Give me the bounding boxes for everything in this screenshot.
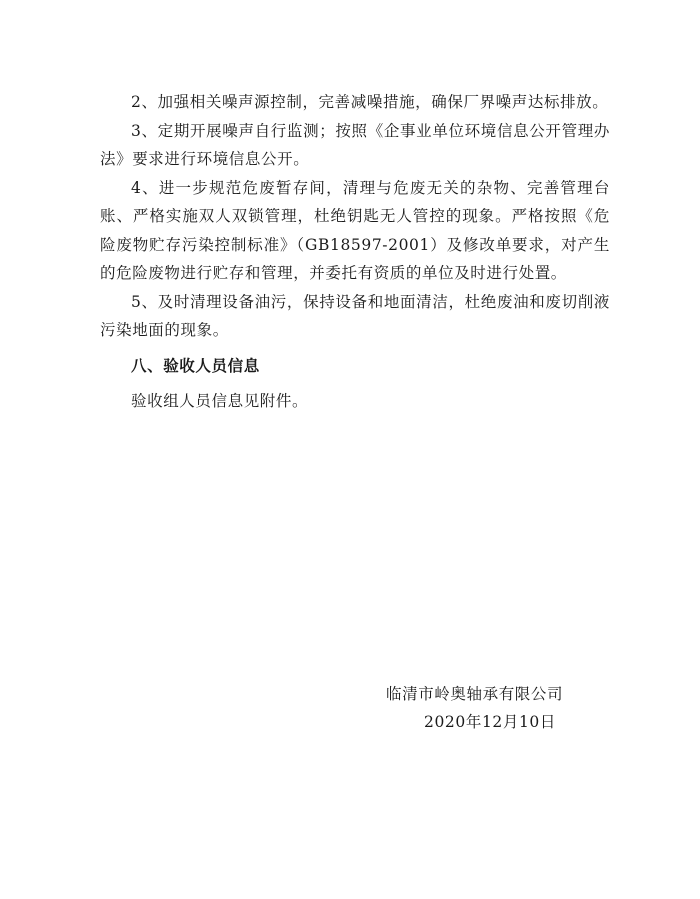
company-name: 临清市岭奥轴承有限公司 [386,685,564,703]
section-body: 验收组人员信息见附件。 [131,391,309,410]
paragraph-item-5: 5、及时清理设备油污，保持设备和地面清洁，杜绝废油和废切削液污染地面的现象。 [100,292,610,339]
paragraph-item-3: 3、定期开展噪声自行监测；按照《企事业单位环境信息公开管理办法》要求进行环境信息公开。 [100,121,610,168]
section-heading: 八、验收人员信息 [131,356,260,375]
document-body [100,88,610,415]
paragraph-item-2: 2、加强相关噪声源控制，完善减噪措施，确保厂界噪声达标排放。 [131,93,609,111]
signature-block [360,680,620,736]
paragraph-item-4: 4、进一步规范危废暂存间，清理与危废无关的杂物、完善管理台账、严格实施双人双锁管理，杜绝钥匙无人管控的现象。严格按照《危险废物贮存污染控制标准》（GB18597-2001）及修改单要求，对产生的危险废物进行贮存和管理，并委托有资质的单位及时进行处置。 [100,178,610,282]
signature-date: 2020年12月10日 [424,713,556,731]
